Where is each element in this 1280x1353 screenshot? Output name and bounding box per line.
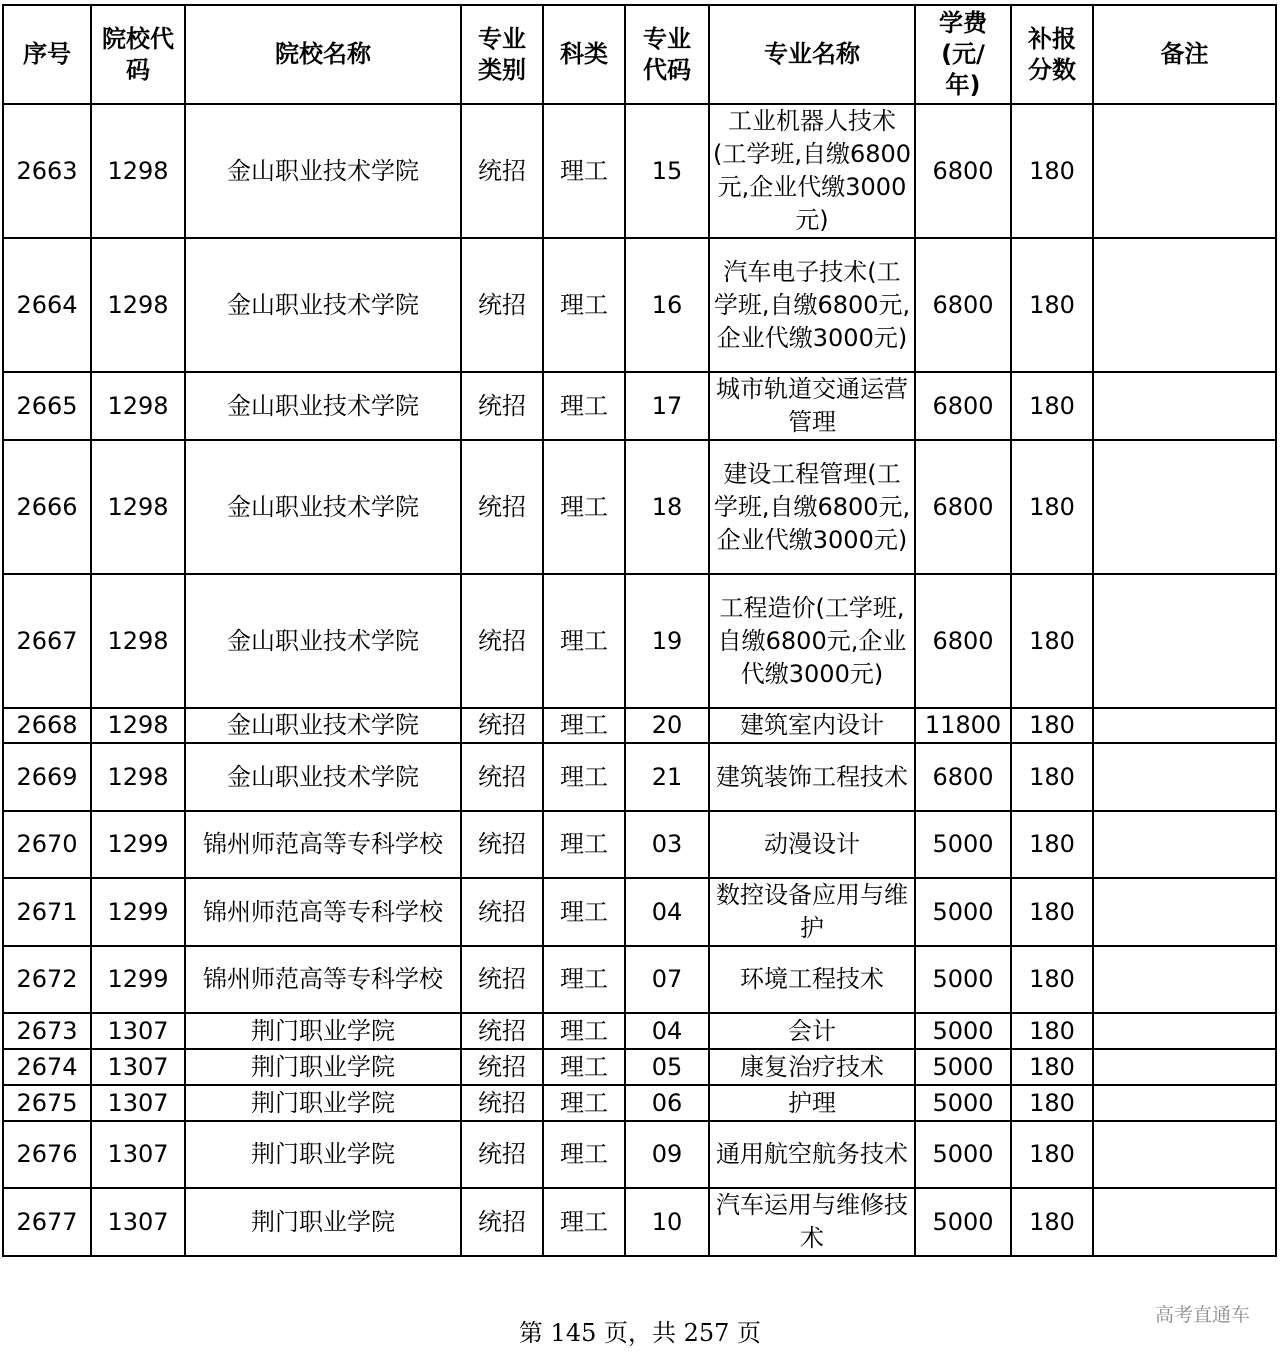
cell-category: 理工 (543, 878, 625, 946)
table-row (3, 1013, 1276, 1049)
cell-school-name: 锦州师范高等专科学校 (185, 811, 461, 878)
cell-major-name: 数控设备应用与维护 (709, 878, 915, 946)
cell-category: 理工 (543, 946, 625, 1013)
cell-major-name: 动漫设计 (709, 811, 915, 878)
cell-school-name: 金山职业技术学院 (185, 440, 461, 574)
cell-seq: 2672 (3, 946, 91, 1013)
cell-category: 理工 (543, 440, 625, 574)
cell-seq: 2677 (3, 1188, 91, 1256)
cell-major-name: 建筑装饰工程技术 (709, 743, 915, 811)
cell-tuition: 5000 (915, 1121, 1011, 1188)
cell-category: 理工 (543, 372, 625, 440)
cell-remark (1093, 708, 1276, 743)
cell-score: 180 (1011, 946, 1093, 1013)
table-row (3, 811, 1276, 878)
table-row (3, 1188, 1276, 1256)
cell-major-code: 19 (625, 574, 709, 708)
cell-major-type: 统招 (461, 946, 543, 1013)
cell-score: 180 (1011, 238, 1093, 372)
cell-category: 理工 (543, 1049, 625, 1085)
cell-major-type: 统招 (461, 1013, 543, 1049)
cell-major-code: 20 (625, 708, 709, 743)
cell-seq: 2664 (3, 238, 91, 372)
cell-school-code: 1298 (91, 104, 185, 238)
cell-score: 180 (1011, 574, 1093, 708)
cell-major-name: 工业机器人技术(工学班,自缴6800元,企业代缴3000元) (709, 104, 915, 238)
cell-major-name: 护理 (709, 1085, 915, 1121)
cell-category: 理工 (543, 1013, 625, 1049)
cell-school-code: 1298 (91, 238, 185, 372)
cell-seq: 2673 (3, 1013, 91, 1049)
cell-major-type: 统招 (461, 1049, 543, 1085)
cell-school-code: 1299 (91, 878, 185, 946)
table-row (3, 946, 1276, 1013)
cell-category: 理工 (543, 238, 625, 372)
header-school-name: 院校名称 (185, 5, 461, 104)
cell-remark (1093, 1013, 1276, 1049)
cell-remark (1093, 878, 1276, 946)
header-major-name: 专业名称 (709, 5, 915, 104)
cell-major-type: 统招 (461, 440, 543, 574)
cell-seq: 2676 (3, 1121, 91, 1188)
cell-school-name: 金山职业技术学院 (185, 708, 461, 743)
table-row (3, 104, 1276, 238)
cell-tuition: 6800 (915, 574, 1011, 708)
cell-major-code: 17 (625, 372, 709, 440)
cell-school-name: 金山职业技术学院 (185, 372, 461, 440)
cell-school-code: 1298 (91, 440, 185, 574)
cell-school-code: 1298 (91, 372, 185, 440)
cell-seq: 2674 (3, 1049, 91, 1085)
cell-seq: 2671 (3, 878, 91, 946)
cell-major-code: 16 (625, 238, 709, 372)
cell-major-code: 21 (625, 743, 709, 811)
header-tuition: 学费(元/年) (915, 5, 1011, 104)
cell-remark (1093, 811, 1276, 878)
cell-seq: 2669 (3, 743, 91, 811)
cell-major-type: 统招 (461, 1188, 543, 1256)
cell-tuition: 5000 (915, 1188, 1011, 1256)
header-major-code: 专业代码 (625, 5, 709, 104)
cell-tuition: 5000 (915, 878, 1011, 946)
cell-major-type: 统招 (461, 574, 543, 708)
cell-major-type: 统招 (461, 1121, 543, 1188)
cell-seq: 2665 (3, 372, 91, 440)
cell-school-name: 金山职业技术学院 (185, 574, 461, 708)
cell-school-name: 锦州师范高等专科学校 (185, 946, 461, 1013)
cell-seq: 2663 (3, 104, 91, 238)
cell-score: 180 (1011, 878, 1093, 946)
cell-school-name: 荆门职业学院 (185, 1085, 461, 1121)
cell-major-code: 05 (625, 1049, 709, 1085)
page-footer: 第 145 页，共 257 页 (518, 1319, 762, 1347)
cell-score: 180 (1011, 1188, 1093, 1256)
cell-major-code: 04 (625, 1013, 709, 1049)
cell-remark (1093, 372, 1276, 440)
cell-major-name: 会计 (709, 1013, 915, 1049)
cell-school-code: 1298 (91, 708, 185, 743)
cell-school-code: 1298 (91, 574, 185, 708)
cell-remark (1093, 104, 1276, 238)
header-major-type: 专业类别 (461, 5, 543, 104)
cell-major-code: 07 (625, 946, 709, 1013)
cell-major-name: 康复治疗技术 (709, 1049, 915, 1085)
cell-score: 180 (1011, 372, 1093, 440)
header-row (3, 5, 1276, 104)
cell-category: 理工 (543, 811, 625, 878)
cell-school-code: 1307 (91, 1013, 185, 1049)
cell-school-name: 金山职业技术学院 (185, 238, 461, 372)
cell-tuition: 6800 (915, 743, 1011, 811)
cell-tuition: 5000 (915, 811, 1011, 878)
cell-major-name: 汽车电子技术(工学班,自缴6800元,企业代缴3000元) (709, 238, 915, 372)
cell-seq: 2670 (3, 811, 91, 878)
cell-major-code: 04 (625, 878, 709, 946)
cell-major-type: 统招 (461, 238, 543, 372)
cell-school-name: 荆门职业学院 (185, 1121, 461, 1188)
cell-score: 180 (1011, 743, 1093, 811)
header-score: 补报分数 (1011, 5, 1093, 104)
cell-score: 180 (1011, 1013, 1093, 1049)
header-remark: 备注 (1093, 5, 1276, 104)
cell-major-code: 09 (625, 1121, 709, 1188)
table-row (3, 440, 1276, 574)
cell-major-type: 统招 (461, 1085, 543, 1121)
cell-category: 理工 (543, 1188, 625, 1256)
cell-seq: 2666 (3, 440, 91, 574)
cell-score: 180 (1011, 1121, 1093, 1188)
table-row (3, 1121, 1276, 1188)
cell-tuition: 5000 (915, 1085, 1011, 1121)
cell-school-code: 1307 (91, 1085, 185, 1121)
cell-major-code: 15 (625, 104, 709, 238)
cell-major-code: 18 (625, 440, 709, 574)
cell-category: 理工 (543, 574, 625, 708)
cell-remark (1093, 574, 1276, 708)
cell-major-type: 统招 (461, 878, 543, 946)
watermark: 高考直通车 (1154, 1304, 1250, 1326)
cell-major-name: 建设工程管理(工学班,自缴6800元,企业代缴3000元) (709, 440, 915, 574)
cell-category: 理工 (543, 743, 625, 811)
table-row (3, 238, 1276, 372)
cell-tuition: 5000 (915, 1013, 1011, 1049)
cell-score: 180 (1011, 708, 1093, 743)
cell-score: 180 (1011, 811, 1093, 878)
cell-remark (1093, 440, 1276, 574)
cell-score: 180 (1011, 1049, 1093, 1085)
cell-major-code: 03 (625, 811, 709, 878)
cell-major-type: 统招 (461, 104, 543, 238)
table-row (3, 743, 1276, 811)
cell-major-name: 环境工程技术 (709, 946, 915, 1013)
cell-school-code: 1307 (91, 1049, 185, 1085)
cell-school-name: 金山职业技术学院 (185, 104, 461, 238)
cell-tuition: 6800 (915, 440, 1011, 574)
header-school-code: 院校代码 (91, 5, 185, 104)
table-row (3, 372, 1276, 440)
cell-school-code: 1299 (91, 946, 185, 1013)
cell-major-code: 06 (625, 1085, 709, 1121)
header-seq: 序号 (3, 5, 91, 104)
cell-category: 理工 (543, 104, 625, 238)
cell-score: 180 (1011, 440, 1093, 574)
cell-seq: 2675 (3, 1085, 91, 1121)
cell-remark (1093, 1085, 1276, 1121)
admission-table (2, 4, 1277, 1257)
cell-score: 180 (1011, 104, 1093, 238)
cell-remark (1093, 238, 1276, 372)
cell-school-code: 1298 (91, 743, 185, 811)
cell-score: 180 (1011, 1085, 1093, 1121)
cell-school-code: 1307 (91, 1121, 185, 1188)
cell-major-type: 统招 (461, 811, 543, 878)
cell-seq: 2668 (3, 708, 91, 743)
cell-major-type: 统招 (461, 743, 543, 811)
cell-tuition: 11800 (915, 708, 1011, 743)
cell-remark (1093, 743, 1276, 811)
cell-major-name: 通用航空航务技术 (709, 1121, 915, 1188)
cell-category: 理工 (543, 1085, 625, 1121)
cell-category: 理工 (543, 1121, 625, 1188)
cell-major-name: 建筑室内设计 (709, 708, 915, 743)
cell-major-code: 10 (625, 1188, 709, 1256)
cell-school-name: 金山职业技术学院 (185, 743, 461, 811)
cell-school-name: 荆门职业学院 (185, 1188, 461, 1256)
cell-seq: 2667 (3, 574, 91, 708)
header-category: 科类 (543, 5, 625, 104)
cell-tuition: 6800 (915, 238, 1011, 372)
cell-major-type: 统招 (461, 708, 543, 743)
cell-category: 理工 (543, 708, 625, 743)
cell-major-name: 汽车运用与维修技术 (709, 1188, 915, 1256)
table-row (3, 878, 1276, 946)
cell-school-name: 锦州师范高等专科学校 (185, 878, 461, 946)
cell-school-name: 荆门职业学院 (185, 1013, 461, 1049)
table-row (3, 574, 1276, 708)
cell-major-type: 统招 (461, 372, 543, 440)
cell-remark (1093, 1188, 1276, 1256)
table-row (3, 708, 1276, 743)
cell-tuition: 5000 (915, 1049, 1011, 1085)
cell-tuition: 6800 (915, 104, 1011, 238)
cell-major-name: 城市轨道交通运营管理 (709, 372, 915, 440)
table-row (3, 1085, 1276, 1121)
cell-school-code: 1307 (91, 1188, 185, 1256)
cell-tuition: 6800 (915, 372, 1011, 440)
cell-remark (1093, 1121, 1276, 1188)
table-row (3, 1049, 1276, 1085)
cell-school-name: 荆门职业学院 (185, 1049, 461, 1085)
cell-remark (1093, 1049, 1276, 1085)
cell-remark (1093, 946, 1276, 1013)
cell-school-code: 1299 (91, 811, 185, 878)
cell-tuition: 5000 (915, 946, 1011, 1013)
cell-major-name: 工程造价(工学班,自缴6800元,企业代缴3000元) (709, 574, 915, 708)
